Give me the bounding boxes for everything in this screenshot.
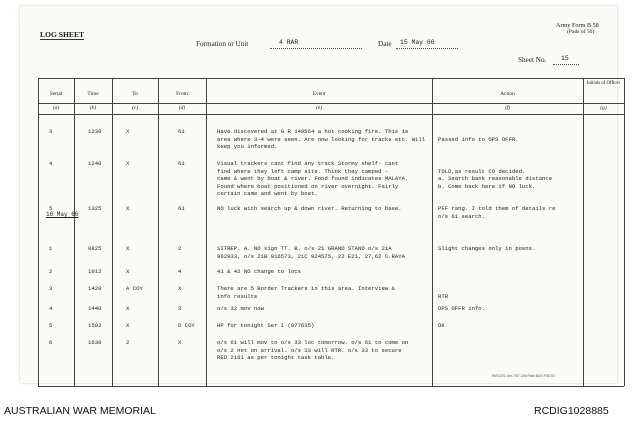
event-cell: NO luck with search up & down river. Returning to base.: [217, 205, 402, 212]
col-border: [38, 78, 39, 386]
table-top-border: [38, 78, 624, 79]
serial-cell: 4: [49, 305, 53, 312]
time-cell: 1440: [88, 305, 102, 312]
action-cell: RTR: [438, 292, 449, 300]
col-border: [583, 78, 584, 386]
time-cell: 1230: [88, 128, 102, 135]
log-sheet-title: LOG SHEET: [40, 30, 85, 39]
from-cell: 61: [178, 205, 185, 212]
from-cell: X: [178, 339, 182, 346]
serial-cell: 4: [49, 160, 53, 167]
col-border: [158, 78, 159, 386]
column-header-title: Action: [500, 91, 515, 97]
action-cell: TOLD,as result CO decided. a. Search bank reasonable distance b. Come back here if NO luck.: [438, 167, 553, 190]
serial-cell: 6: [49, 339, 53, 346]
serial-cell: 1: [49, 245, 53, 252]
event-cell: SITREP. A. NO sign TT. B. o/s 21 GRAND STAND o/s 21A 962933, o/s 21B 916573, 21C 924575, 22 E21, 27,62 C.RAYA: [217, 245, 405, 260]
to-cell: X: [126, 322, 130, 329]
column-header-letter: (g): [600, 105, 607, 111]
sheet-no-label: Sheet No.: [518, 56, 547, 64]
event-cell: HP for tonight Ser 1 (877635): [217, 322, 315, 329]
from-cell: 4: [178, 268, 182, 275]
to-cell: X: [126, 160, 130, 167]
col-border: [112, 78, 113, 386]
column-header-title: From: [176, 91, 188, 97]
column-header-title: Time: [87, 91, 99, 97]
footer-institution: AUSTRALIAN WAR MEMORIAL: [4, 405, 156, 417]
table-bottom-border: [38, 386, 624, 387]
column-header-letter: (d): [178, 105, 186, 111]
column-header-letter: (e): [316, 105, 322, 111]
event-cell: Have discovered at G R 149564 a hot cooking fire. This is area where 3-4 were seen. Are now looking for tracks etc. Will keep you informed.: [217, 128, 426, 151]
date-divider: 16 May 66: [46, 211, 79, 218]
log-sheet-page: [20, 6, 621, 383]
column-header-letter: (b): [89, 105, 97, 111]
time-cell: 1502: [88, 322, 102, 329]
date-underline: [396, 48, 458, 49]
col-border: [206, 78, 207, 386]
serial-cell: 3: [49, 285, 53, 292]
column-header-letter: (c): [132, 105, 138, 111]
serial-cell: 2: [49, 268, 53, 275]
serial-cell: 5: [49, 322, 53, 329]
event-cell: o/s 32 mov now: [217, 305, 264, 312]
to-cell: 2: [126, 339, 130, 346]
from-cell: 61: [178, 160, 185, 167]
army-form-label: Army Form B.58: [556, 22, 599, 29]
sheet-no-value: 15: [561, 55, 569, 62]
header-divider: [38, 103, 624, 104]
serial-cell: 3: [49, 128, 53, 135]
col-border: [74, 78, 75, 386]
action-cell: OPS OFFR info.: [438, 305, 485, 312]
column-header-title: Serial: [49, 91, 63, 97]
from-cell: 3: [178, 305, 182, 312]
to-cell: X: [126, 205, 130, 212]
date-label: Date: [378, 40, 392, 48]
time-cell: 0825: [88, 245, 102, 252]
event-cell: o/s 61 will mov to o/s 33 loc tomorrow. o/s 61 to come on o/s 2 net on arrival. o/s 33 will RTR. o/s 33 to secure RED 2161 as per tonight task table.: [217, 339, 409, 362]
footer-record-id: RCDIG1028885: [534, 405, 609, 417]
event-cell: 41 & 42 NO change to locs: [217, 268, 301, 275]
from-cell: X: [178, 285, 182, 292]
col-border: [624, 78, 625, 386]
from-cell: D COY: [178, 322, 195, 329]
time-cell: 1420: [88, 285, 102, 292]
to-cell: A COY: [126, 285, 143, 292]
column-header-title: Initials of Officer: [586, 81, 621, 86]
formation-value: 4 RAR: [279, 39, 299, 46]
action-cell: OK: [438, 322, 445, 329]
printer-note: R6S1376 15m 7/67 12M Pads 6634 FSB 3/1: [492, 374, 556, 378]
from-cell: 61: [178, 128, 185, 135]
formation-label: Formation or Unit: [196, 40, 249, 48]
to-cell: X: [126, 305, 130, 312]
column-header-title: Event: [312, 91, 326, 97]
time-cell: 1630: [88, 339, 102, 346]
action-cell: Slight changes only in posns.: [438, 245, 536, 252]
time-cell: 1325: [88, 205, 102, 212]
column-header-letter: (a): [52, 105, 60, 111]
serial-cell: 5: [49, 205, 53, 212]
col-border: [432, 78, 433, 386]
letters-divider: [38, 114, 624, 115]
column-header-title: To: [132, 91, 138, 97]
time-cell: 1240: [88, 160, 102, 167]
to-cell: X: [126, 128, 130, 135]
date-value: 15 May 66: [400, 39, 435, 46]
column-header-letter: (f): [504, 105, 511, 111]
action-cell: PFF rang. I told them of details re o/s 61 search.: [438, 205, 556, 220]
time-cell: 1012: [88, 268, 102, 275]
event-cell: Visual trackers cant find any track Stormy shelf- cant find where they left camp site. Think they camped - came & went by boat & river. Food found indicates MALAYA. Found where boat positioned on river overnight. Fairly certain came and went by boat.: [217, 160, 409, 198]
formation-underline: [270, 48, 362, 49]
event-cell: There are 5 Border Trackers in this area. Interview & info results: [217, 285, 395, 300]
to-cell: X: [126, 268, 130, 275]
action-cell: Passed info to OPS OFFR.: [438, 135, 519, 143]
from-cell: 2: [178, 245, 182, 252]
pads-label: (Pads of 50): [567, 29, 595, 35]
to-cell: X: [126, 245, 130, 252]
sheet-no-underline: [553, 64, 579, 65]
